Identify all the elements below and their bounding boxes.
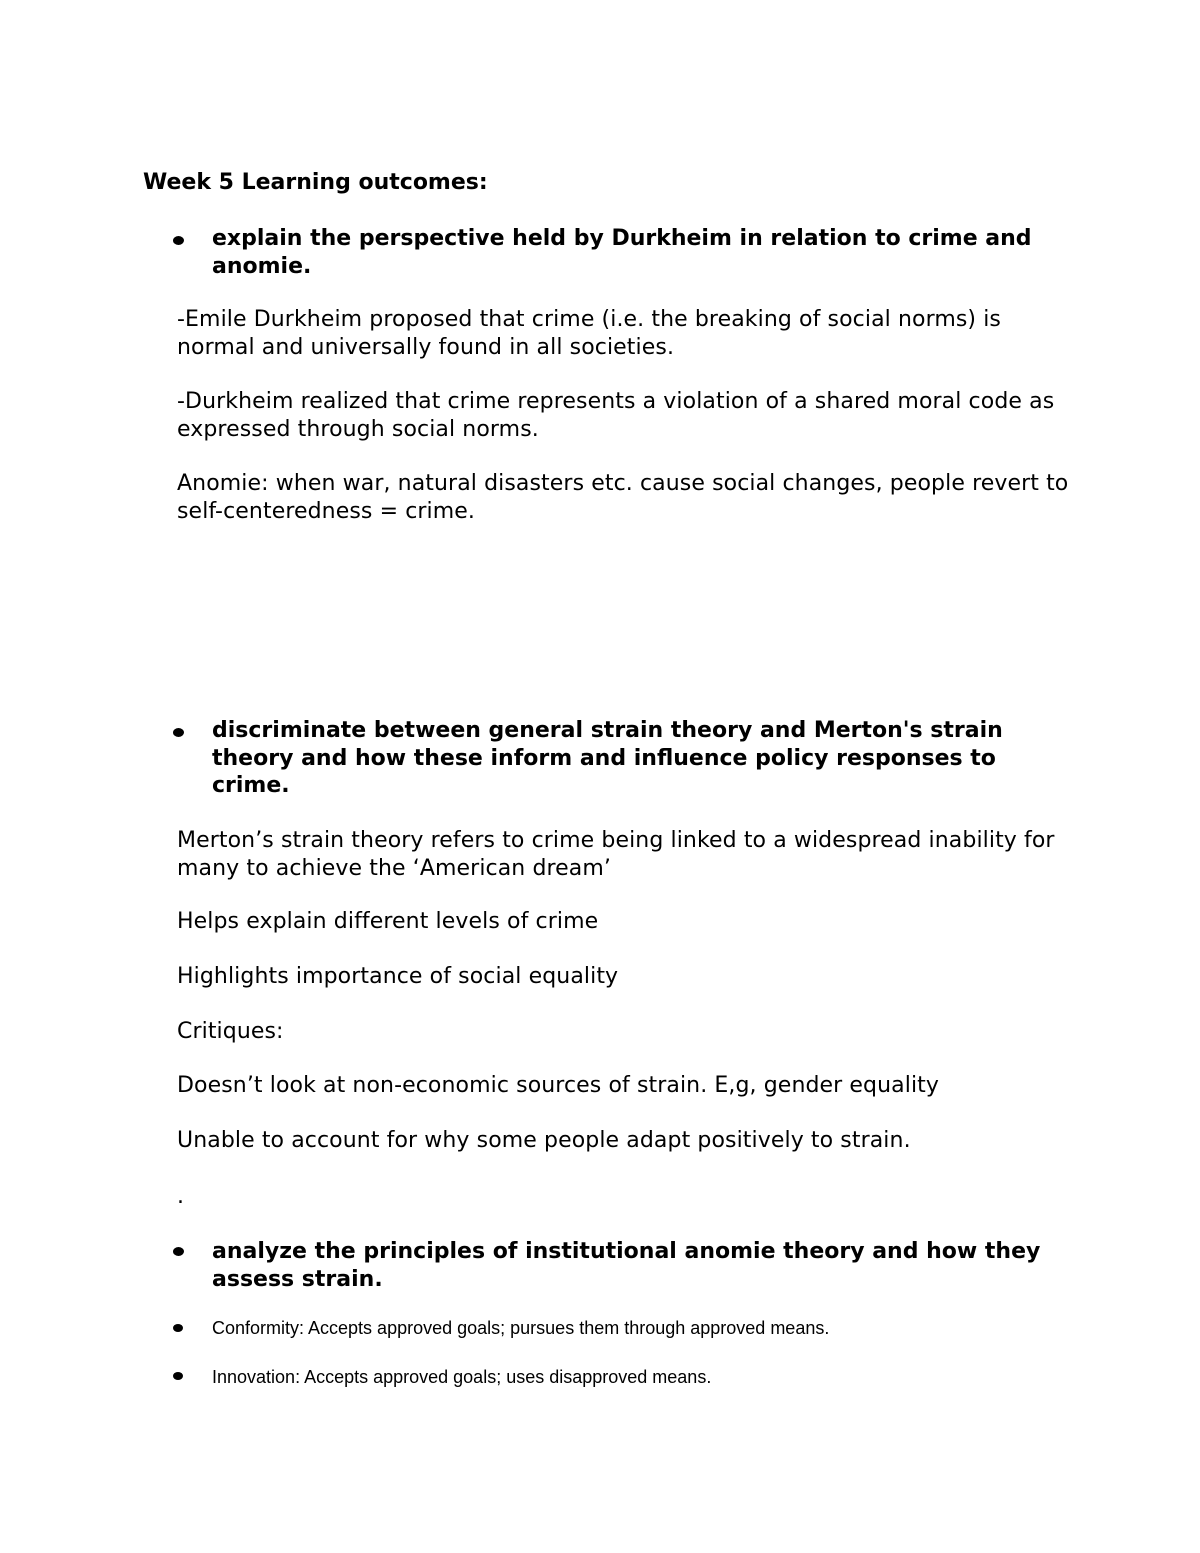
bullet-icon — [173, 236, 184, 245]
heading-text: analyze the principles of institutional anomie theory and how they assess strain. — [212, 1239, 1041, 1292]
list-item-text: Innovation: Accepts approved goals; uses disapproved means. — [212, 1367, 712, 1387]
bullet-icon — [173, 1372, 183, 1380]
paragraph: Unable to account for why some people adapt positively to strain. — [177, 1128, 911, 1153]
list-item-text: Conformity: Accepts approved goals; pursues them through approved means. — [212, 1318, 830, 1338]
paragraph: . — [177, 1184, 185, 1209]
heading-text: discriminate between general strain theory and Merton's strain theory and how these inform and influence policy responses to crime. — [212, 718, 1003, 798]
bullet-icon — [173, 728, 184, 737]
heading-text: explain the perspective held by Durkheim in relation to crime and anomie. — [212, 226, 1032, 279]
bullet-icon — [173, 1247, 184, 1256]
paragraph: Critiques: — [177, 1019, 284, 1044]
paragraph: Helps explain different levels of crime — [177, 909, 599, 934]
paragraph: Anomie: when war, natural disasters etc. cause social changes, people revert to self-centeredness = crime. — [177, 471, 1069, 524]
paragraph: Doesn’t look at non-economic sources of strain. E,g, gender equality — [177, 1073, 940, 1098]
paragraph: Merton’s strain theory refers to crime being linked to a widespread inability for many to achieve the ‘American dream’ — [177, 828, 1055, 881]
bullet-icon — [173, 1324, 183, 1332]
page-title: Week 5 Learning outcomes: — [143, 170, 488, 195]
paragraph: Highlights importance of social equality — [177, 964, 619, 989]
paragraph: -Emile Durkheim proposed that crime (i.e. the breaking of social norms) is normal and universally found in all societies. — [177, 307, 1001, 360]
paragraph: -Durkheim realized that crime represents a violation of a shared moral code as expressed through social norms. — [177, 389, 1055, 442]
